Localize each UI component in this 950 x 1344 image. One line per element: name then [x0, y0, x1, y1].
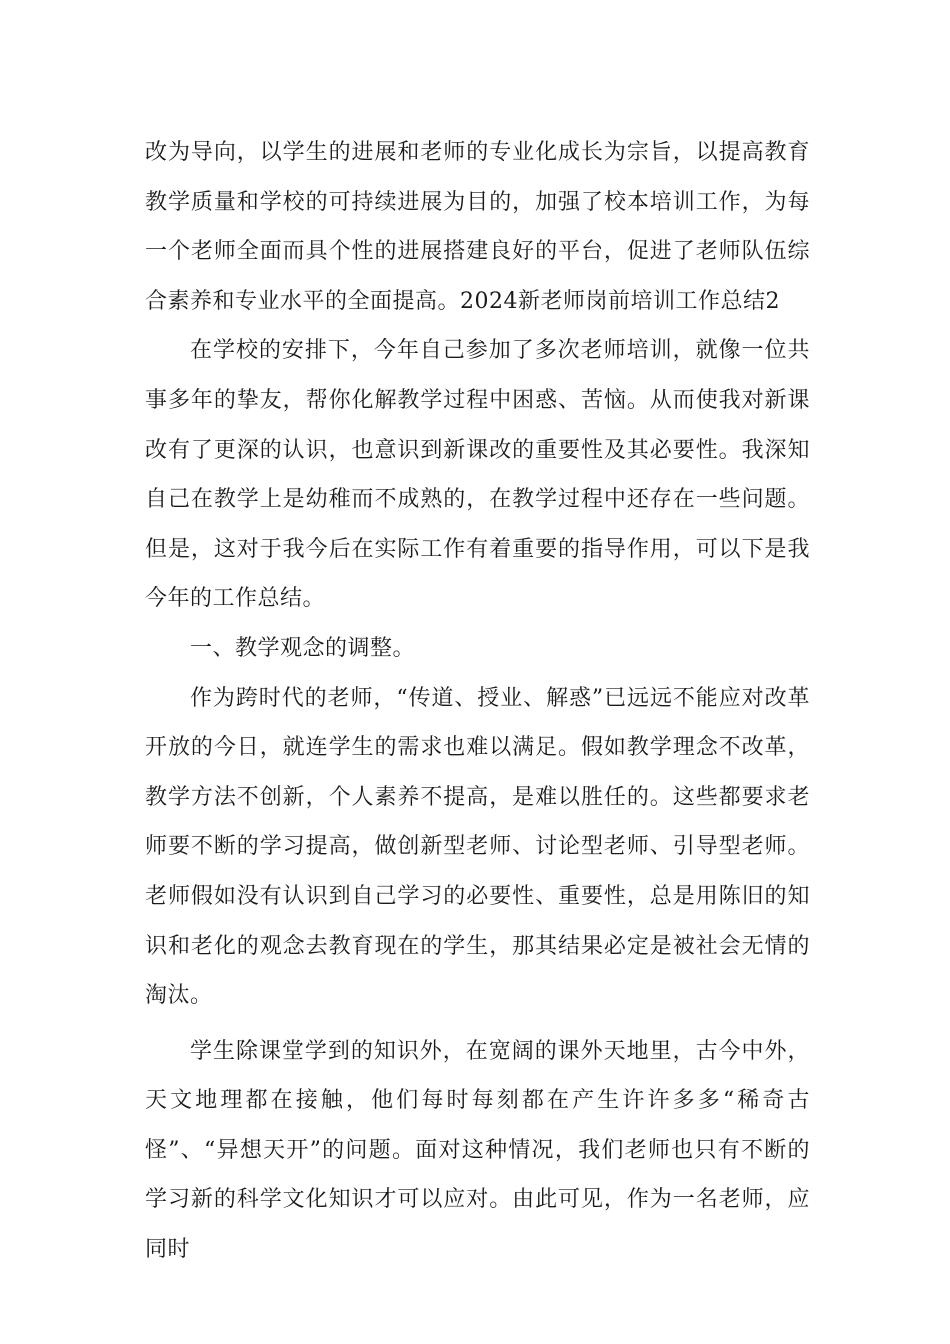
paragraph-continuation: 改为导向，以学生的进展和老师的专业化成长为宗旨，以提高教育教学质量和学校的可持续进展为目的，加强了校本培训工作，为每一个老师全面而具个性的进展搭建良好的平台，促进了老师队伍综合素养和专业水平的全面提高。2024新老师岗前培训工作总结2	[145, 140, 810, 314]
paragraph-student-learning: 学生除课堂学到的知识外，在宽阔的课外天地里，古今中外，天文地理都在接触，他们每时每刻都在产生许许多多“稀奇古怪”、“异想天开”的问题。面对这种情况，我们老师也只有不断的学习新的科学文化知识才可以应对。由此可见，作为一名老师，应同时	[145, 1038, 810, 1263]
document-body	[145, 128, 810, 1275]
section-heading: 一、教学观念的调整。	[190, 635, 416, 661]
paragraph-intro: 在学校的安排下，今年自己参加了多次老师培训，就像一位共事多年的挚友，帮你化解教学过程中困惑、苦恼。从而使我对新课改有了更深的认识，也意识到新课改的重要性及其必要性。我深知自己在教学上是幼稚而不成熟的，在教学过程中还存在一些问题。但是，这对于我今后在实际工作有着重要的指导作用，可以下是我今年的工作总结。	[145, 338, 810, 612]
paragraph-teaching-concept: 作为跨时代的老师，“传道、授业、解惑”已远远不能应对改革开放的今日，就连学生的需求也难以满足。假如教学理念不改革，教学方法不创新，个人素养不提高，是难以胜任的。这些都要求老师要不断的学习提高，做创新型老师、讨论型老师、引导型老师。老师假如没有认识到自己学习的必要性、重要性，总是用陈旧的知识和老化的观念去教育现在的学生，那其结果必定是被社会无情的淘汰。	[145, 685, 810, 1009]
